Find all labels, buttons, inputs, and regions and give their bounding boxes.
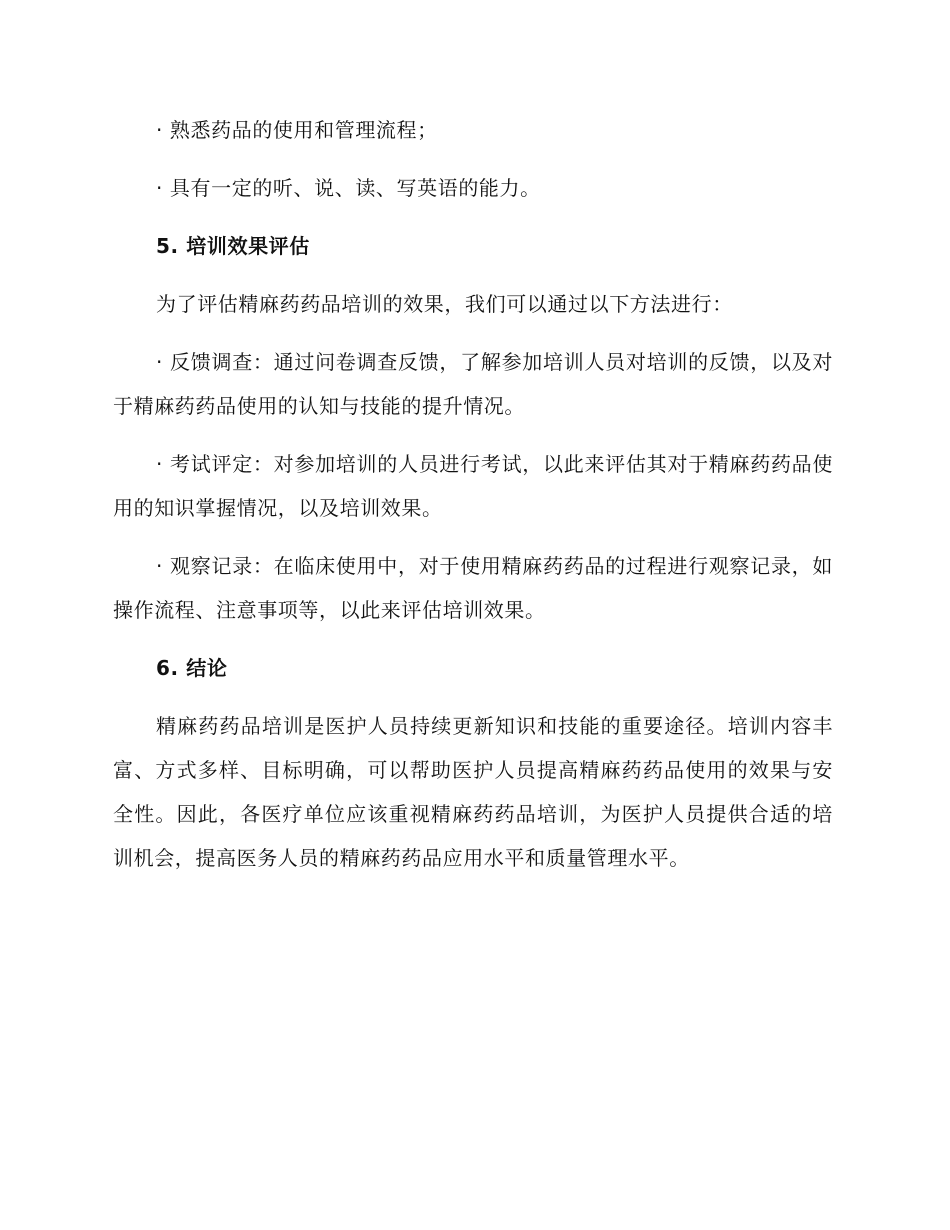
section-heading: 6. 结论 — [156, 656, 228, 680]
bullet-item: · 具有一定的听、说、读、写英语的能力。 — [156, 176, 541, 200]
document-body — [113, 108, 833, 894]
bullet-item: · 观察记录：在临床使用中，对于使用精麻药药品的过程进行观察记录，如操作流程、注意事项等，以此来评估培训效果。 — [113, 554, 833, 622]
bullet-item: · 反馈调查：通过问卷调查反馈，了解参加培训人员对培训的反馈，以及对于精麻药药品使用的认知与技能的提升情况。 — [113, 350, 833, 418]
bullet-item: · 考试评定：对参加培训的人员进行考试，以此来评估其对于精麻药药品使用的知识掌握情况，以及培训效果。 — [113, 452, 833, 520]
section-heading: 5. 培训效果评估 — [156, 234, 310, 258]
section-intro: 为了评估精麻药药品培训的效果，我们可以通过以下方法进行： — [156, 292, 733, 316]
conclusion-paragraph: 精麻药药品培训是医护人员持续更新知识和技能的重要途径。培训内容丰富、方式多样、目标明确，可以帮助医护人员提高精麻药药品使用的效果与安全性。因此，各医疗单位应该重视精麻药药品培训，为医护人员提供合适的培训机会，提高医务人员的精麻药药品应用水平和质量管理水平。 — [113, 714, 833, 870]
bullet-item: · 熟悉药品的使用和管理流程； — [156, 118, 438, 142]
